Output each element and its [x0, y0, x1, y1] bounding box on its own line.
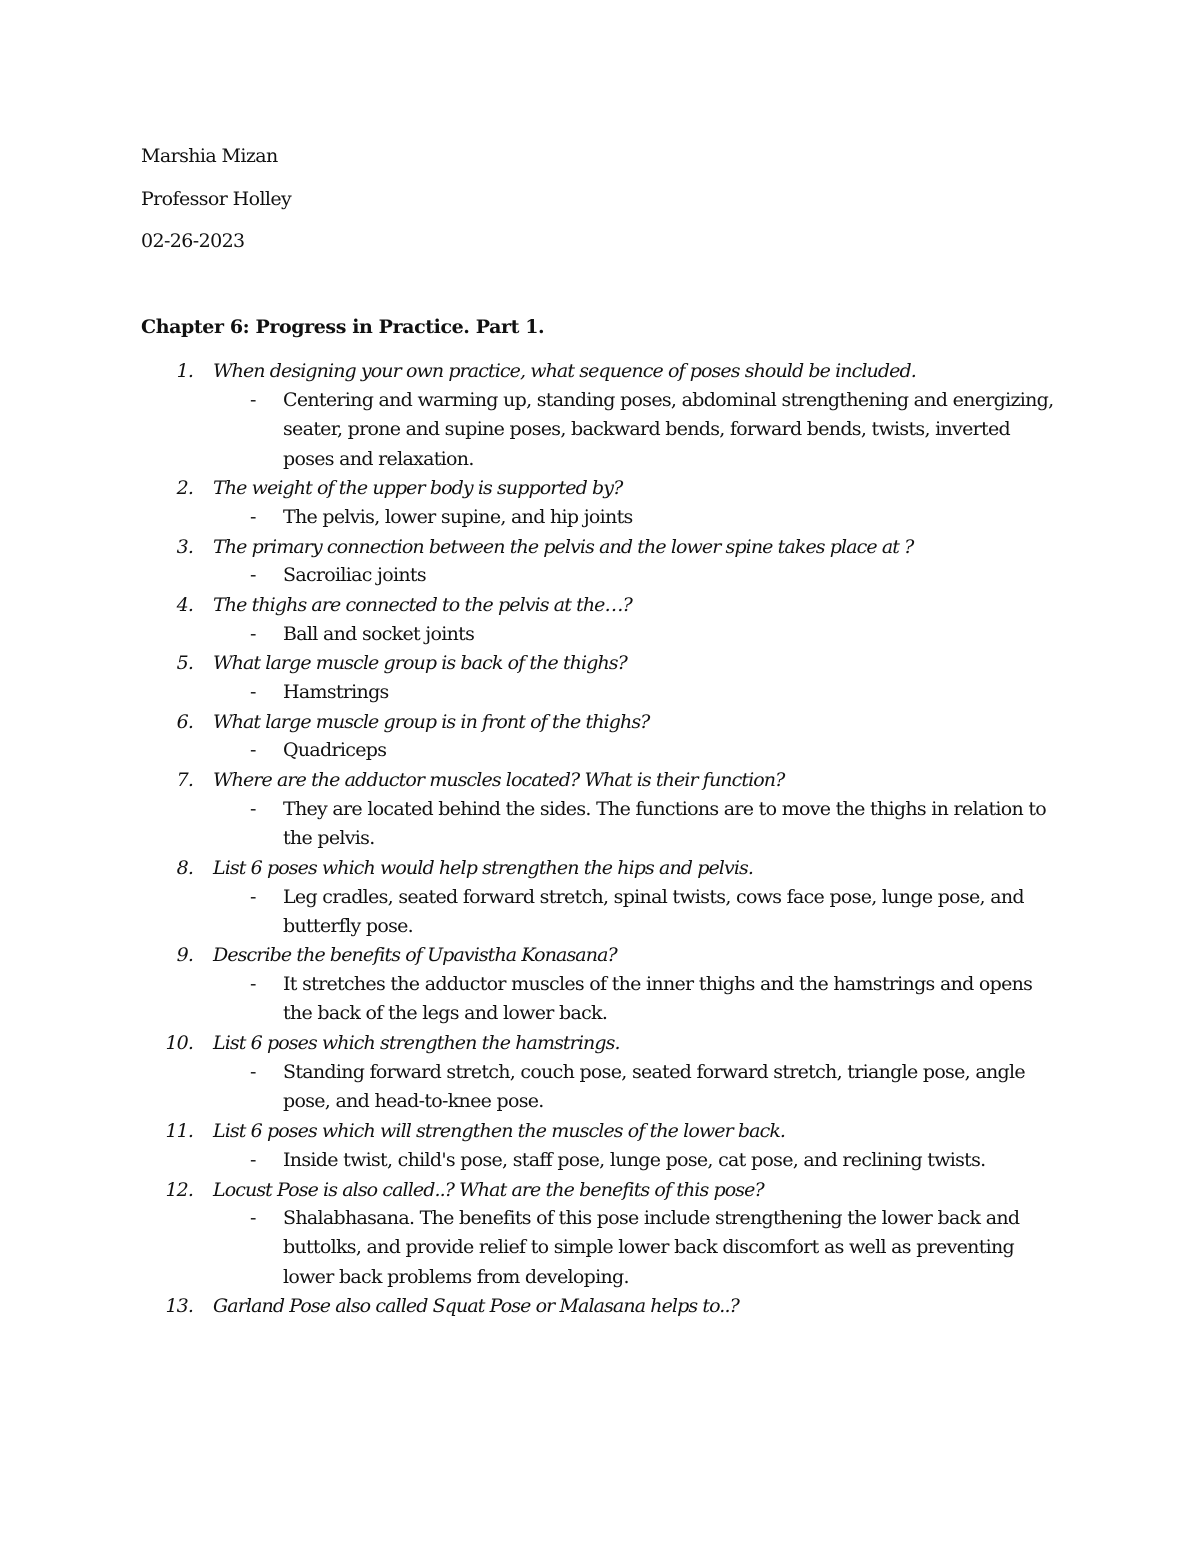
question-number: 13. — [165, 1295, 193, 1317]
answer-text: Quadriceps — [283, 739, 387, 761]
answer-text: Shalabhasana. The benefits of this pose include strengthening the lower back and buttolks, and provide relief to simple lower back discomfort as well as preventing lower back problems from developing. — [283, 1207, 1020, 1288]
question-text: The primary connection between the pelvis and the lower spine takes place at ? — [213, 536, 914, 558]
question-number: 9. — [176, 944, 193, 966]
question-text: List 6 poses which strengthen the hamstrings. — [213, 1032, 620, 1054]
answer-dash: - — [250, 886, 256, 908]
question-text: Locust Pose is also called..? What are the benefits of this pose? — [213, 1179, 764, 1201]
answer-dash: - — [250, 506, 256, 528]
question-text: What large muscle group is back of the thighs? — [213, 652, 627, 674]
document-date: 02-26-2023 — [141, 230, 245, 252]
question-number: 7. — [176, 769, 193, 791]
answer-text: Sacroiliac joints — [283, 564, 426, 586]
answer-text: Ball and socket joints — [283, 623, 475, 645]
question-text: List 6 poses which will strengthen the muscles of the lower back. — [213, 1120, 786, 1142]
question-text: Where are the adductor muscles located? What is their function? — [213, 769, 785, 791]
question-number: 6. — [176, 711, 193, 733]
answer-text: Centering and warming up, standing poses, abdominal strengthening and energizing, seater, prone and supine poses, backward bends, forward bends, twists, inverted poses and relaxation. — [283, 389, 1054, 470]
answer-dash: - — [250, 389, 256, 411]
question-number: 3. — [176, 536, 193, 558]
answer-text: The pelvis, lower supine, and hip joints — [283, 506, 633, 528]
question-number: 2. — [176, 477, 193, 499]
question-number: 5. — [176, 652, 193, 674]
question-text: List 6 poses which would help strengthen the hips and pelvis. — [213, 857, 753, 879]
professor-name: Professor Holley — [141, 188, 292, 210]
question-number: 8. — [176, 857, 193, 879]
question-number: 4. — [176, 594, 193, 616]
answer-dash: - — [250, 1207, 256, 1229]
answer-text: Inside twist, child's pose, staff pose, lunge pose, cat pose, and reclining twists. — [283, 1149, 986, 1171]
answer-dash: - — [250, 798, 256, 820]
question-number: 10. — [165, 1032, 193, 1054]
question-number: 12. — [165, 1179, 193, 1201]
answer-text: It stretches the adductor muscles of the inner thighs and the hamstrings and opens the back of the legs and lower back. — [283, 973, 1033, 1025]
answer-text: Leg cradles, seated forward stretch, spinal twists, cows face pose, lunge pose, and butterfly pose. — [283, 886, 1024, 938]
question-text: Describe the benefits of Upavistha Konasana? — [213, 944, 617, 966]
answer-dash: - — [250, 1149, 256, 1171]
answer-dash: - — [250, 973, 256, 995]
answer-text: Hamstrings — [283, 681, 389, 703]
answer-text: Standing forward stretch, couch pose, seated forward stretch, triangle pose, angle pose, and head-to-knee pose. — [283, 1061, 1025, 1113]
student-name: Marshia Mizan — [141, 145, 278, 167]
answer-dash: - — [250, 681, 256, 703]
answer-dash: - — [250, 623, 256, 645]
chapter-title: Chapter 6: Progress in Practice. Part 1. — [141, 316, 545, 338]
question-text: When designing your own practice, what sequence of poses should be included. — [213, 360, 916, 382]
answer-dash: - — [250, 1061, 256, 1083]
answer-dash: - — [250, 564, 256, 586]
question-text: What large muscle group is in front of the thighs? — [213, 711, 650, 733]
question-number: 1. — [176, 360, 193, 382]
question-text: The thighs are connected to the pelvis at the…? — [213, 594, 632, 616]
answer-dash: - — [250, 739, 256, 761]
question-text: Garland Pose also called Squat Pose or Malasana helps to..? — [213, 1295, 739, 1317]
answer-text: They are located behind the sides. The functions are to move the thighs in relation to the pelvis. — [283, 798, 1047, 850]
question-number: 11. — [165, 1120, 193, 1142]
question-text: The weight of the upper body is supported by? — [213, 477, 623, 499]
